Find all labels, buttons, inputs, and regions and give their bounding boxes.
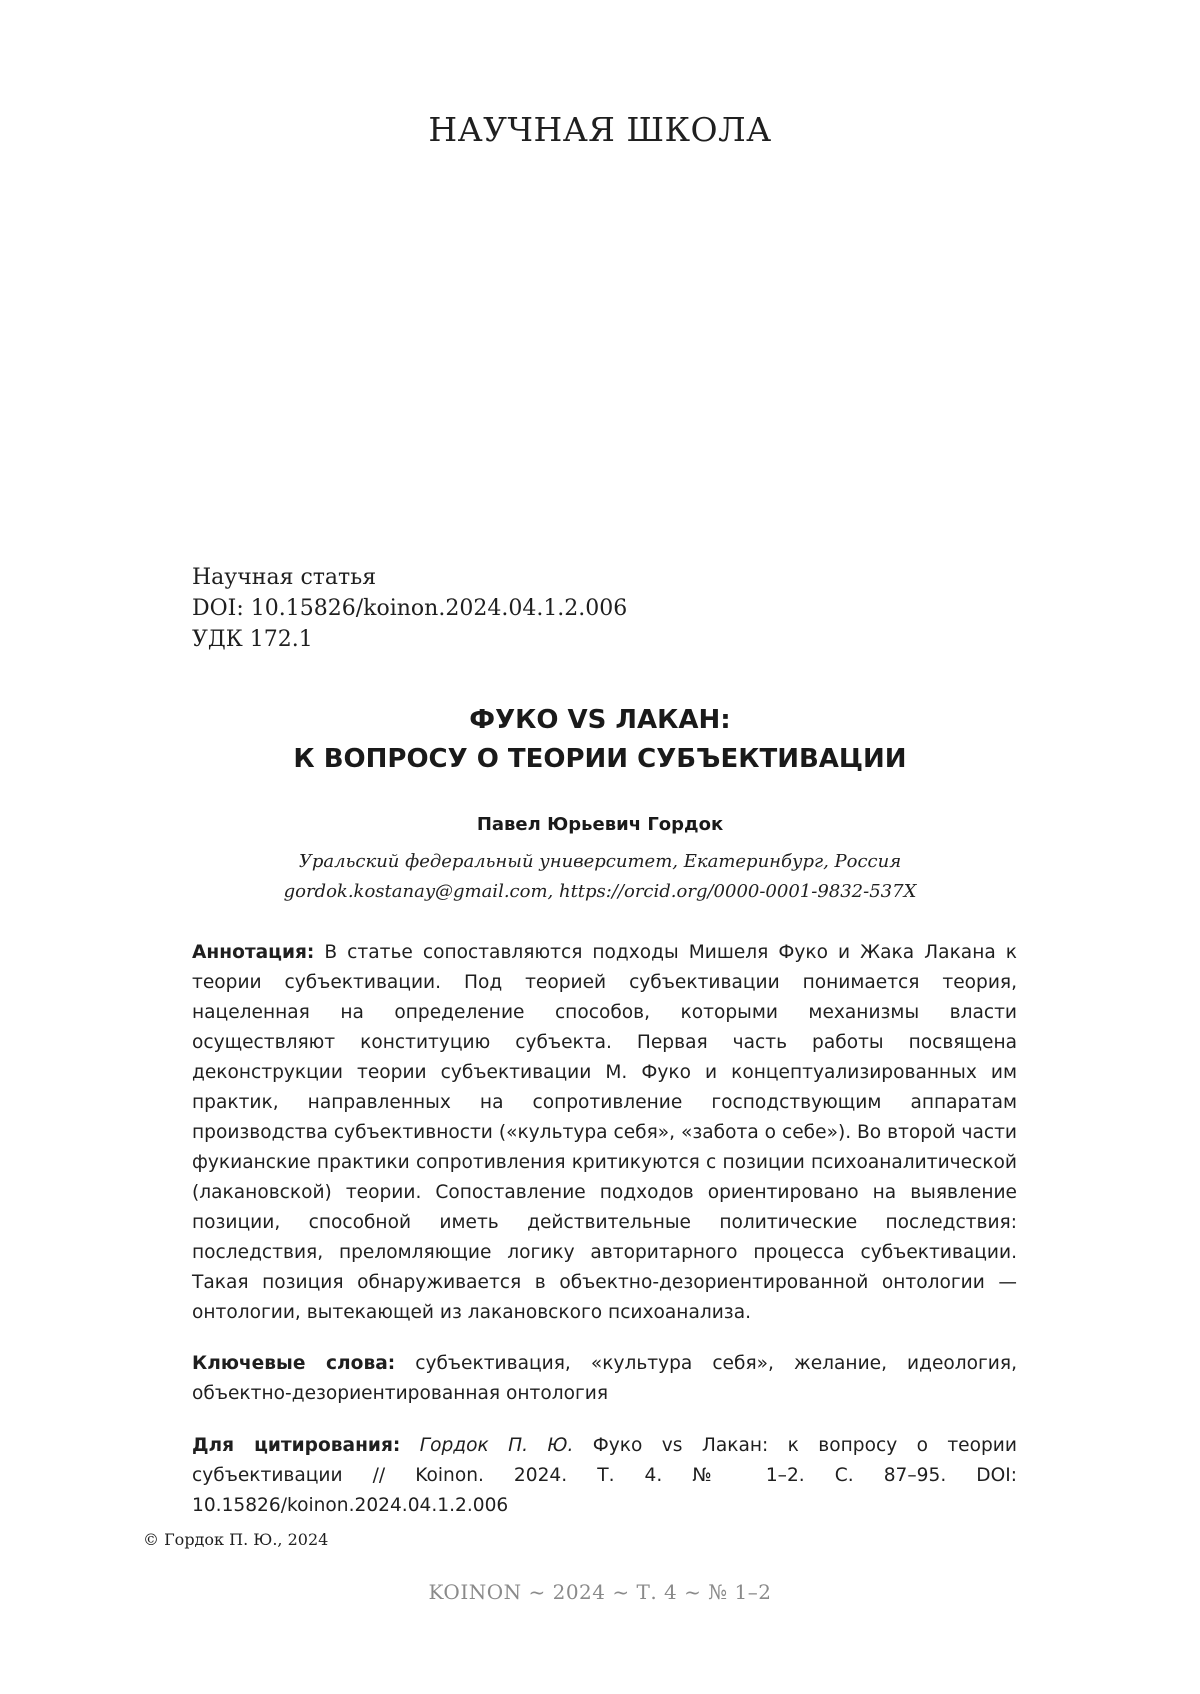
copyright: © Гордок П. Ю., 2024 <box>143 1530 329 1549</box>
journal-footer: KOINON ~ 2024 ~ Т. 4 ~ № 1–2 <box>428 1580 772 1604</box>
citation-text: Фуко vs Лакан: к вопросу о теории субъективации // Koinon. 2024. Т. 4. № 1–2. С. 87–95. DOI: 10.15826/koinon.2024.04.1.2.006 <box>192 1435 1017 1516</box>
title-line-1: ФУКО VS ЛАКАН: <box>469 705 731 735</box>
author-contacts: gordok.kostanay@gmail.com, https://orcid.org/0000-0001-9832-537X <box>283 881 917 902</box>
author-name: Павел Юрьевич Гордок <box>476 814 724 835</box>
section-heading: НАУЧНАЯ ШКОЛА <box>428 110 772 149</box>
article-title <box>0 701 1200 779</box>
affiliation: Уральский федеральный университет, Екатеринбург, Россия <box>298 851 902 872</box>
keywords-text: субъективация, «культура себя», желание, идеология, объектно-дезориентированная онтология <box>192 1353 1017 1404</box>
citation-author: Гордок П. Ю. <box>419 1435 574 1456</box>
doi: DOI: 10.15826/koinon.2024.04.1.2.006 <box>192 596 628 621</box>
article-type: Научная статья <box>192 565 377 590</box>
abstract-text: В статье сопоставляются подходы Мишеля Фуко и Жака Лакана к теории субъективации. Под теорией субъективации понимается теория, нацеленная на определение способов, которыми механизмы власти осуществляют конституцию субъекта. Первая часть работы посвящена деконструкции теории субъективации М. Фуко и концептуализированных им практик, направленных на сопротивление господствующим аппаратам производства субъективности («культура себя», «забота о себе»). Во второй части фукианские практики сопротивления критикуются с позиции психоаналитической (лакановской) теории. Сопоставление подходов ориентировано на выявление позиции, способной иметь действительные политические последствия: последствия, преломляющие логику авторитарного процесса субъективации. Такая позиция обнаруживается в объектно-дезориентированной онтологии — онтологии, вытекающей из лакановского психоанализа. <box>192 942 1017 1323</box>
author-affiliation <box>0 847 1200 907</box>
keywords-label: Ключевые слова: <box>192 1353 396 1374</box>
title-line-2: К ВОПРОСУ О ТЕОРИИ СУБЪЕКТИВАЦИИ <box>293 744 907 774</box>
udc: УДК 172.1 <box>192 627 313 652</box>
abstract-label: Аннотация: <box>192 942 315 963</box>
abstract <box>192 938 1017 1328</box>
keywords <box>192 1349 1017 1409</box>
citation-label: Для цитирования: <box>192 1435 401 1456</box>
citation <box>192 1431 1017 1521</box>
article-meta <box>192 562 1012 655</box>
